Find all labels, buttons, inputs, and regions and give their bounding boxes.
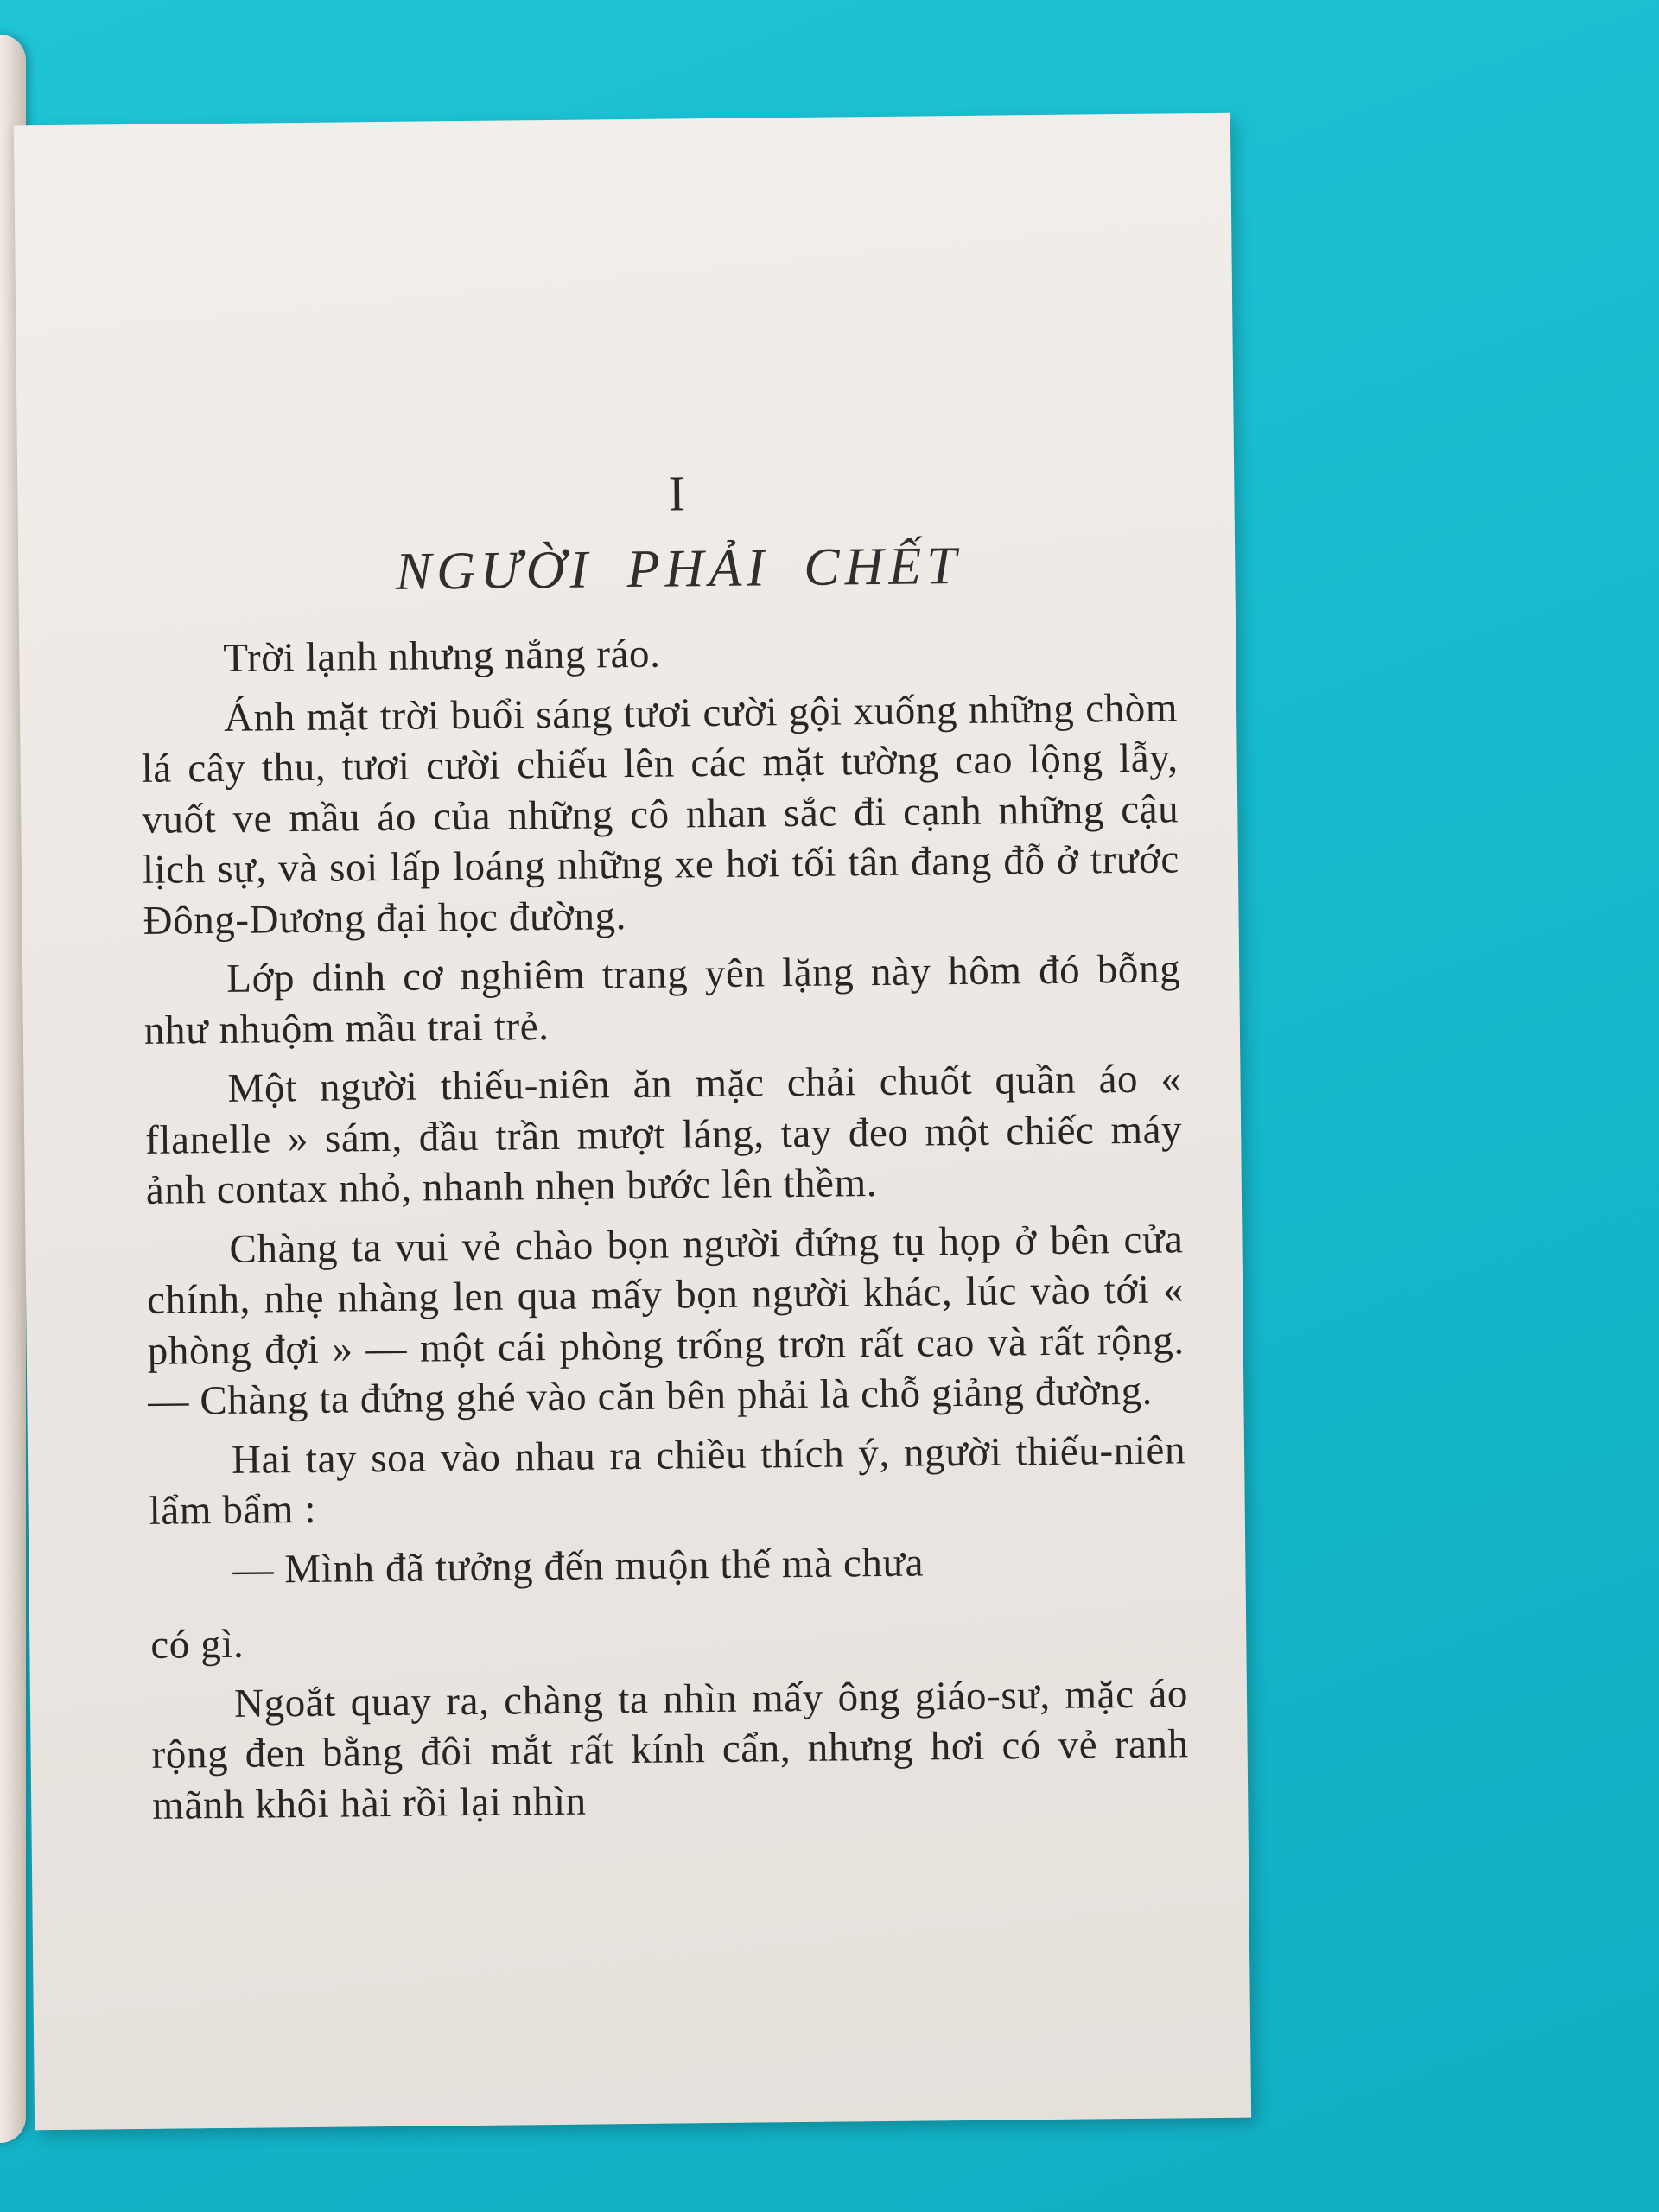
chapter-number: I [668, 465, 688, 522]
dialogue-line: — Mình đã tưởng đến muộn thế mà chưa [232, 1540, 925, 1592]
chapter-title: NGƯỜI PHẢI CHẾT [395, 536, 963, 601]
paragraph: Chàng ta vui vẻ chào bọn người đứng tụ họp ở bên cửa chính, nhẹ nhàng len qua mấy bọn người khác, lúc vào tới « phòng đợi » — một cái phòng trống trơn rất cao và rất rộng.— Chàng ta đứng ghé vào căn bên phải là chỗ giảng đường. [146, 1216, 1185, 1424]
paragraph: Ngoắt quay ra, chàng ta nhìn mấy ông giáo-sư, mặc áo rộng đen bằng đôi mắt rất kính cẩn, nhưng hơi có vẻ ranh mãnh khôi hài rồi lại nhìn [151, 1670, 1189, 1828]
paragraph: Lớp dinh cơ nghiêm trang yên lặng này hôm đó bỗng như nhuộm mầu trai trẻ. [143, 946, 1181, 1053]
book-page [14, 113, 1251, 2131]
dialogue-line-continuation: có gì. [150, 1621, 245, 1668]
paragraph: Ánh mặt trời buổi sáng tươi cười gội xuống những chòm lá cây thu, tươi cười chiếu lên các mặt tường cao lộng lẫy, vuốt ve mầu áo của những cô nhan sắc đi cạnh những cậu lịch sự, và soi lấp loáng những xe hơi tối tân đang đỗ ở trước Đông-Dương đại học đường. [141, 684, 1180, 944]
paragraph: Hai tay soa vào nhau ra chiều thích ý, người thiếu-niên lẩm bẩm : [149, 1427, 1186, 1534]
paragraph: Một người thiếu-niên ăn mặc chải chuốt quần áo « flanelle » sám, đầu trần mượt láng, tay đeo một chiếc máy ảnh contax nhỏ, nhanh nhẹn bước lên thềm. [144, 1056, 1183, 1213]
body-text [140, 623, 1189, 1830]
paragraph: Trời lạnh nhưng nắng ráo. [223, 631, 661, 681]
